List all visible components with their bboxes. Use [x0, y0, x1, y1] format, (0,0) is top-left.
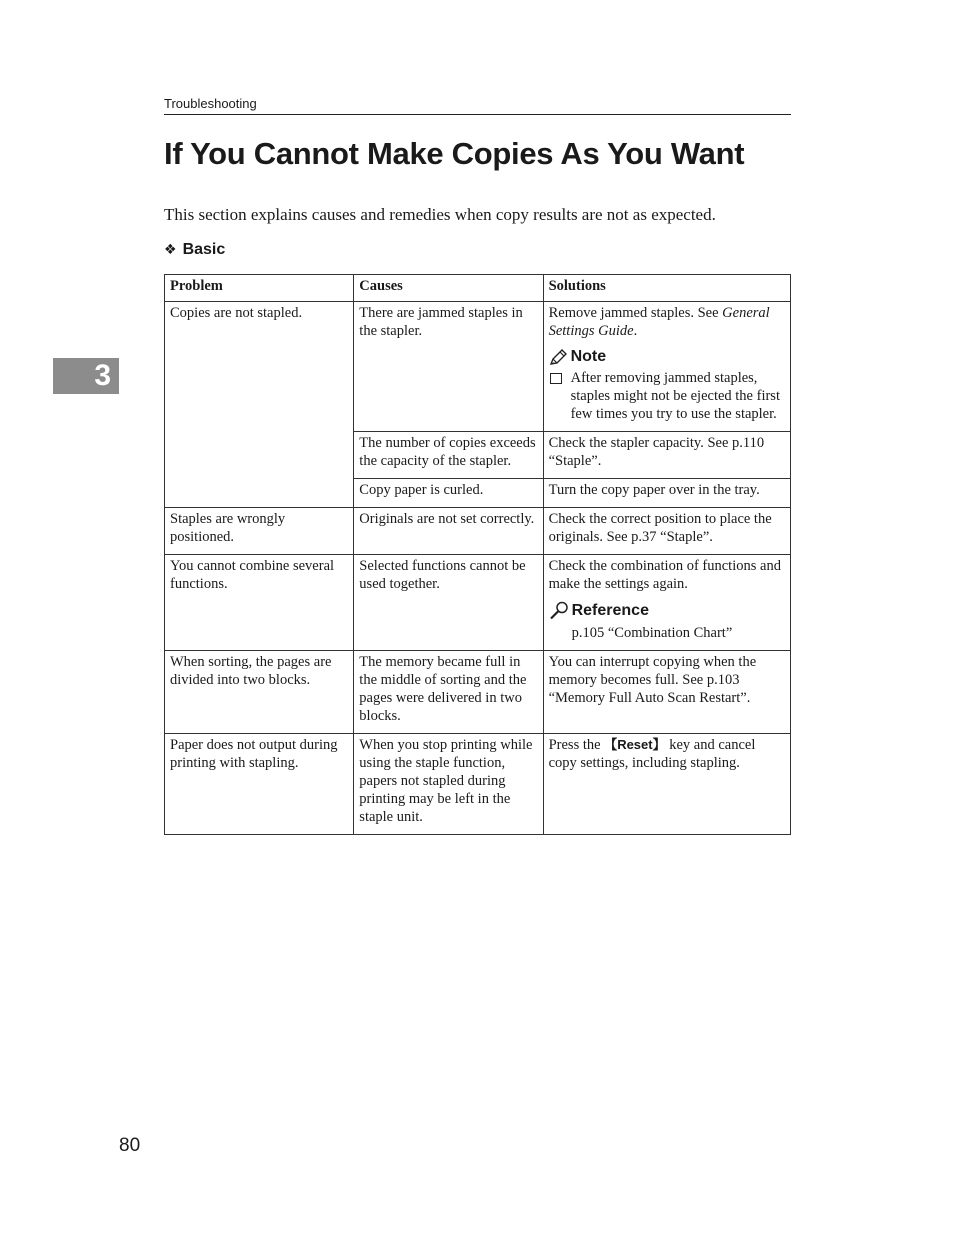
note-heading — [549, 348, 785, 366]
cause-cell: Originals are not set correctly. — [354, 508, 543, 555]
chapter-tab: 3 — [53, 358, 119, 394]
cause-cell: Copy paper is curled. — [354, 479, 543, 508]
intro-paragraph: This section explains causes and remedies when copy results are not as expected. — [164, 205, 716, 224]
solution-cell — [543, 734, 790, 835]
table-header-row — [165, 275, 791, 302]
solution-cell: Check the correct position to place the originals. See p.37 “Staple”. — [543, 508, 790, 555]
header-causes: Causes — [354, 275, 543, 302]
solution-cell: Turn the copy paper over in the tray. — [543, 479, 790, 508]
solution-text-end: key and cancel copy settings, including stapling. — [548, 737, 756, 771]
problem-cell: Staples are wrongly positioned. — [165, 508, 354, 555]
reset-key-label: 【Reset】 — [604, 737, 666, 752]
magnifier-reference-icon — [549, 601, 569, 620]
checkbox-bullet-icon — [550, 373, 562, 384]
solution-text-end: . — [633, 323, 638, 339]
table-row — [165, 508, 791, 555]
solution-text: Check the combination of functions and make the settings again. — [548, 558, 781, 592]
table-row — [165, 651, 791, 734]
reference-heading — [549, 601, 785, 620]
running-head: Troubleshooting — [164, 96, 791, 115]
guide-reference: General Settings Guide — [548, 305, 770, 339]
cause-cell: When you stop printing while using the staple function, papers not stapled during printing may be left in the staple unit. — [354, 734, 543, 835]
cause-cell: Selected functions cannot be used together. — [354, 555, 543, 651]
note-label: Note — [570, 348, 607, 365]
header-solutions: Solutions — [543, 275, 790, 302]
header-problem: Problem — [165, 275, 354, 302]
table-row — [165, 302, 791, 432]
solution-text: Remove jammed staples. See — [548, 305, 723, 321]
problem-cell: When sorting, the pages are divided into two blocks. — [165, 651, 354, 734]
cause-cell: There are jammed staples in the stapler. — [354, 302, 543, 432]
table-row — [165, 555, 791, 651]
solution-cell: You can interrupt copying when the memory becomes full. See p.103 “Memory Full Auto Scan Restart”. — [543, 651, 790, 734]
cause-cell: The number of copies exceeds the capacity of the stapler. — [354, 432, 543, 479]
note-item — [549, 369, 785, 423]
troubleshooting-table — [164, 274, 791, 835]
table-row — [165, 734, 791, 835]
pencil-note-icon — [549, 349, 568, 366]
solution-cell — [543, 302, 790, 432]
solution-cell: Check the stapler capacity. See p.110 “Staple”. — [543, 432, 790, 479]
page-number: 80 — [119, 1135, 141, 1156]
diamond-ornament-icon: ❖ — [164, 241, 177, 257]
problem-cell: You cannot combine several functions. — [165, 555, 354, 651]
solution-text: Press the — [548, 737, 605, 753]
page-title: If You Cannot Make Copies As You Want — [164, 136, 745, 171]
section-heading-label: Basic — [182, 241, 226, 258]
note-text: After removing jammed staples, staples might not be ejected the first few times you try to use the stapler. — [570, 370, 780, 422]
reference-text: p.105 “Combination Chart” — [571, 625, 733, 641]
reference-label: Reference — [571, 601, 649, 619]
cause-cell: The memory became full in the middle of sorting and the pages were delivered in two blocks. — [354, 651, 543, 734]
section-heading — [164, 241, 225, 259]
solution-cell — [543, 555, 790, 651]
problem-cell: Paper does not output during printing with stapling. — [165, 734, 354, 835]
problem-cell: Copies are not stapled. — [165, 302, 354, 508]
